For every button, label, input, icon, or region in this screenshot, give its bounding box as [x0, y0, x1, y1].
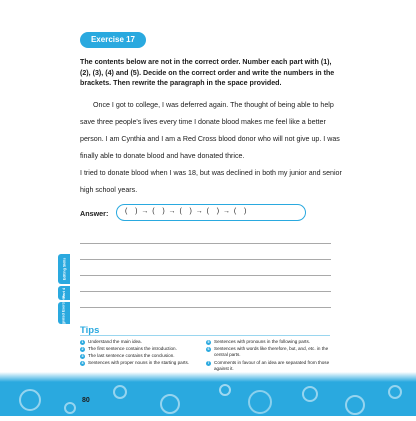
writing-line[interactable] [80, 243, 331, 244]
passage [80, 97, 342, 200]
tips-box: 1 Understand the main idea. 2 The first sentence contains the introduction. 3 The last sentence contains the conclusion. 4 Sentences with proper nouns in the starting parts. 5 Sentences with pronouns in the following parts. 6 Sentences with words like therefore, but, and, etc. in the central parts. 7 Comments in favour of an idea are separated from those against it. [80, 335, 330, 379]
side-tab-part: Part 4 [58, 286, 70, 300]
instructions-text: The contents below are not in the correct order. Number each part with (1), (2), (3), (4) and (5). Decide on the correct order and write the numbers in the brackets. Then rewrite the paragraph in the space provided. [80, 58, 335, 88]
side-tab-editing-skills: Editing Skills [58, 254, 70, 284]
decorative-bubble-footer [0, 372, 416, 416]
answer-order-box[interactable]: ( ) → ( ) → ( ) → ( ) → ( ) [116, 204, 306, 221]
answer-label: Answer: [80, 209, 109, 218]
tips-title: Tips [80, 325, 100, 336]
writing-line[interactable] [80, 259, 331, 260]
passage-paragraph-1: Once I got to college, I was deferred again. The thought of being able to help save three people's lives every time I donate blood makes me feel like a better person. I am Cynthia and I am a Red Cross blood donor who will not give up. I was finally able to donate blood and have donated thrice. [80, 101, 340, 161]
writing-line[interactable] [80, 291, 331, 292]
exercise-tag: Exercise 17 [80, 32, 146, 48]
writing-line[interactable] [80, 275, 331, 276]
instructions [80, 57, 342, 89]
writing-line[interactable] [80, 307, 331, 308]
bubble-pattern-icon [0, 372, 416, 416]
page-number: 80 [82, 397, 90, 404]
passage-paragraph-2: I tried to donate blood when I was 18, but was declined in both my junior and senior high school years. [80, 169, 342, 195]
side-tab-integrated-exercises: Integrated Exercises [58, 302, 70, 324]
